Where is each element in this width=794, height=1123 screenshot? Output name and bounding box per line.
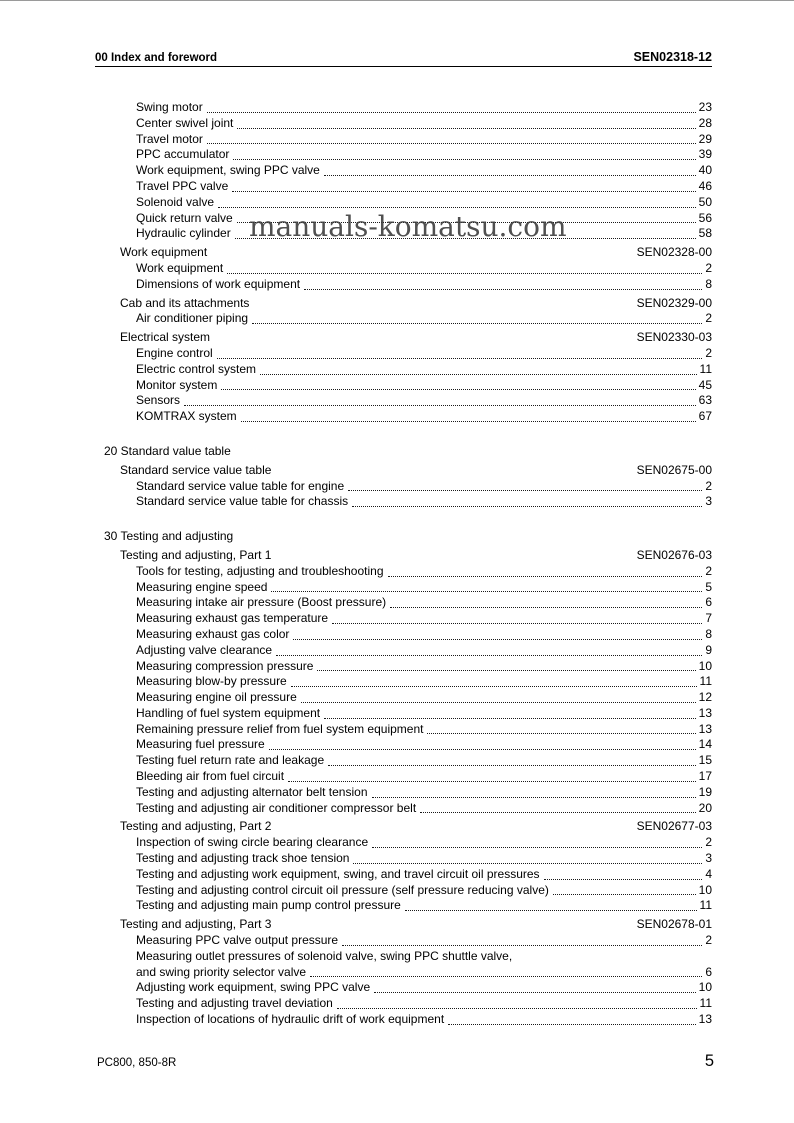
toc-page-number: 46 [698, 178, 712, 193]
toc-entry-title: Testing and adjusting air conditioner compressor belt [136, 800, 417, 815]
toc-dot-leader [237, 116, 695, 129]
toc-page-number: 13 [698, 721, 712, 736]
toc-entry [95, 296, 712, 312]
toc-entry-title: Monitor system [136, 377, 218, 392]
toc-page-number: 11 [699, 361, 712, 376]
toc-dot-leader [241, 409, 696, 422]
toc-entry [95, 163, 712, 179]
toc-entry-title: Testing fuel return rate and leakage [136, 753, 325, 768]
toc-entry-title: Electrical system [120, 330, 211, 345]
toc-entry [95, 529, 712, 545]
toc-entry-title: Standard service value table for chassis [136, 494, 349, 509]
toc-entry [95, 346, 712, 362]
toc-dot-leader [293, 627, 702, 640]
toc-page-number: 23 [698, 100, 712, 114]
toc-entry-title: Measuring compression pressure [136, 658, 314, 673]
header-section-title: 00 Index and foreword [95, 52, 218, 64]
toc-entry [95, 100, 712, 116]
toc-dot-leader [227, 261, 702, 274]
toc-entry [95, 980, 712, 996]
toc-dot-leader [291, 674, 697, 687]
toc-entry [95, 659, 712, 675]
toc-entry-title: Hydraulic cylinder [136, 226, 231, 241]
toc-entry-title: Electric control system [136, 361, 257, 376]
toc-page-number: 13 [698, 1012, 712, 1027]
toc-dot-leader [184, 393, 696, 406]
toc-page-number: 39 [698, 147, 712, 162]
toc-dot-leader [420, 801, 695, 814]
toc-page-number: 10 [698, 980, 712, 995]
toc-page-number: 20 [698, 800, 712, 815]
toc-entry [95, 1012, 712, 1028]
toc-dot-leader [288, 769, 696, 782]
toc-entry [95, 595, 712, 611]
toc-entry-title: Testing and adjusting, Part 1 [120, 547, 272, 562]
toc-dot-leader [317, 659, 695, 672]
toc-page-number: 10 [698, 658, 712, 673]
toc-dot-leader [353, 851, 702, 864]
toc-entry-title: Testing and adjusting alternator belt tension [136, 784, 368, 799]
toc-entry [95, 409, 712, 425]
toc-dot-leader [337, 996, 697, 1009]
toc-entry [95, 722, 712, 738]
toc-entry [95, 627, 712, 643]
toc-entry [95, 769, 712, 785]
toc-entry-title: Tools for testing, adjusting and troubleshooting [136, 563, 384, 578]
toc-dot-leader [427, 722, 695, 735]
toc-entry [95, 330, 712, 346]
toc-entry-title: Work equipment, swing PPC valve [136, 163, 320, 178]
toc-dot-leader [276, 643, 702, 656]
toc-entry-title: Swing motor [136, 100, 203, 114]
toc-dot-leader [348, 479, 702, 492]
toc-entry-title: Engine control [136, 345, 213, 360]
toc-dot-leader [269, 737, 696, 750]
toc-page-number: 14 [698, 737, 712, 752]
toc-entry-title: Air conditioner piping [136, 311, 249, 326]
toc-dot-leader [218, 195, 696, 208]
toc-entry [95, 611, 712, 627]
toc-dot-leader [352, 494, 702, 507]
toc-dot-leader [304, 277, 702, 290]
toc-entry [95, 580, 712, 596]
toc-entry-title: and swing priority selector valve [136, 964, 307, 979]
toc-entry-title: Testing and adjusting, Part 3 [120, 917, 272, 932]
toc-dot-leader [207, 132, 696, 145]
toc-entry-title: Standard service value table for engine [136, 478, 345, 493]
toc-dot-leader [374, 980, 696, 993]
toc-dot-leader [372, 785, 696, 798]
toc-entry [95, 564, 712, 580]
toc-entry [95, 494, 712, 510]
toc-entry-title: Quick return valve [136, 210, 233, 225]
toc-entry [95, 643, 712, 659]
toc-page-number: 12 [698, 690, 712, 705]
toc-entry-title: 30 Testing and adjusting [104, 529, 234, 544]
toc-page-number: 56 [698, 210, 712, 225]
toc-page-number: 8 [705, 276, 712, 291]
header-doc-code: SEN02318-12 [633, 50, 712, 64]
footer-page-number: 5 [704, 1052, 714, 1070]
toc-entry-title: Measuring intake air pressure (Boost pressure) [136, 595, 387, 610]
toc-entry [95, 132, 712, 148]
toc-entry-title: Inspection of swing circle bearing clearance [136, 835, 369, 850]
toc-page-number: 29 [698, 131, 712, 146]
toc-page-number: 50 [698, 194, 712, 209]
toc-page-number: 2 [705, 933, 712, 948]
toc-entry-title: Measuring blow-by pressure [136, 674, 287, 689]
toc-entry [95, 393, 712, 409]
toc-page-number: SEN02328-00 [636, 245, 712, 260]
watermark-text: manuals-komatsu.com [249, 210, 567, 243]
toc-dot-leader [310, 965, 702, 978]
toc-page-number: 10 [698, 882, 712, 897]
toc-page-number: 2 [705, 478, 712, 493]
toc-page-number: 58 [698, 226, 712, 241]
toc-entry-title: Center swivel joint [136, 115, 234, 130]
toc-page-number: 13 [698, 705, 712, 720]
toc-page-number: 3 [705, 851, 712, 866]
toc-entry-title: Measuring engine speed [136, 579, 268, 594]
toc-entry-title: Measuring fuel pressure [136, 737, 265, 752]
toc-entry [95, 737, 712, 753]
toc-entry-title: Measuring engine oil pressure [136, 690, 297, 705]
toc-dot-leader [271, 580, 702, 593]
toc-entry [95, 706, 712, 722]
toc-entry-title: Measuring PPC valve output pressure [136, 933, 339, 948]
toc-page-number: SEN02678-01 [636, 917, 712, 932]
toc-entry-title: Travel PPC valve [136, 178, 229, 193]
toc-entry-title: Dimensions of work equipment [136, 276, 301, 291]
toc-page-number: 15 [698, 753, 712, 768]
toc-entry-title: Handling of fuel system equipment [136, 705, 321, 720]
toc-entry-title: PPC accumulator [136, 147, 230, 162]
scan-artifact-line [0, 0, 794, 1]
toc-entry [95, 690, 712, 706]
toc-entry [95, 378, 712, 394]
toc-entry [95, 674, 712, 690]
toc-page-number: 6 [705, 595, 712, 610]
toc-page-number: 28 [698, 115, 712, 130]
footer-model-label: PC800, 850-8R [97, 1057, 177, 1069]
toc-dot-leader [324, 163, 696, 176]
toc-page-number: 11 [699, 674, 712, 689]
toc-entry-title: Cab and its attachments [120, 295, 250, 310]
toc-page-number: 9 [705, 642, 712, 657]
toc-page-number: 3 [705, 494, 712, 509]
toc-dot-leader [553, 883, 696, 896]
toc-page-number: 2 [705, 311, 712, 326]
toc-page-number: 40 [698, 163, 712, 178]
toc-entry-title: Testing and adjusting main pump control pressure [136, 898, 401, 913]
toc-entry-title: 20 Standard value table [104, 443, 231, 458]
toc-entry [95, 479, 712, 495]
toc-entry [95, 949, 712, 965]
toc-page-number: 2 [705, 345, 712, 360]
toc-entry-title: Travel motor [136, 131, 203, 146]
toc-entry [95, 801, 712, 817]
toc-entry-title: Remaining pressure relief from fuel system equipment [136, 721, 424, 736]
toc-page-number: SEN02675-00 [636, 462, 712, 477]
toc-dot-leader [448, 1012, 695, 1025]
toc-dot-leader [372, 835, 702, 848]
toc-entry-title: KOMTRAX system [136, 409, 237, 424]
toc-dot-leader [260, 362, 697, 375]
toc-entry [95, 245, 712, 261]
toc-entry [95, 898, 712, 914]
toc-entry-title: Testing and adjusting work equipment, swing, and travel circuit oil pressures [136, 866, 540, 881]
toc-entry-title: Measuring outlet pressures of solenoid valve, swing PPC shuttle valve, [136, 948, 513, 963]
toc-dot-leader [390, 595, 702, 608]
toc-page-number: SEN02329-00 [636, 295, 712, 310]
toc-entry [95, 147, 712, 163]
toc-entry [95, 883, 712, 899]
toc-entry-title: Measuring exhaust gas temperature [136, 611, 329, 626]
toc-entry [95, 785, 712, 801]
toc-entry-title: Testing and adjusting travel deviation [136, 996, 333, 1011]
toc-dot-leader [207, 100, 696, 113]
toc-entry-title: Solenoid valve [136, 194, 215, 209]
toc-entry [95, 179, 712, 195]
toc-entry [95, 463, 712, 479]
toc-entry [95, 965, 712, 981]
toc-entry [95, 444, 712, 460]
toc-page-number: 45 [698, 377, 712, 392]
toc-entry-title: Work equipment [136, 260, 224, 275]
toc-page-number: SEN02330-03 [636, 330, 712, 345]
toc-entry [95, 261, 712, 277]
toc-dot-leader [544, 867, 703, 880]
toc-dot-leader [328, 753, 696, 766]
toc-dot-leader [388, 564, 703, 577]
page-header [95, 50, 712, 64]
toc-page-number: 6 [705, 964, 712, 979]
toc-entry [95, 311, 712, 327]
toc-page-number: 4 [705, 866, 712, 881]
toc-entry [95, 933, 712, 949]
toc-dot-leader [232, 179, 695, 192]
toc-entry-title: Work equipment [120, 245, 208, 260]
toc-dot-leader [217, 346, 703, 359]
toc-page-number: 2 [705, 260, 712, 275]
toc-dot-leader [252, 311, 702, 324]
toc-entry-title: Adjusting valve clearance [136, 642, 273, 657]
toc-entry-title: Standard service value table [120, 462, 272, 477]
toc-entry [95, 116, 712, 132]
toc-entry-title: Sensors [136, 393, 181, 408]
toc-page-number: 11 [699, 898, 712, 913]
toc-page-number: 67 [698, 409, 712, 424]
toc-dot-leader [405, 898, 697, 911]
toc-page-number: 19 [698, 784, 712, 799]
toc-dot-leader [342, 933, 702, 946]
toc-dot-leader [301, 690, 696, 703]
toc-dot-leader [221, 378, 695, 391]
toc-entry [95, 996, 712, 1012]
toc-page-number: 2 [705, 835, 712, 850]
toc-entry [95, 753, 712, 769]
page-footer [95, 1052, 714, 1071]
toc-entry-title: Adjusting work equipment, swing PPC valve [136, 980, 371, 995]
toc-entry [95, 917, 712, 933]
toc-page-number: 8 [705, 626, 712, 641]
toc-entry-title: Testing and adjusting track shoe tension [136, 851, 350, 866]
toc-page-number: SEN02676-03 [636, 547, 712, 562]
toc-entry-title: Measuring exhaust gas color [136, 626, 290, 641]
toc-entry [95, 835, 712, 851]
toc-page-number: SEN02677-03 [636, 819, 712, 834]
toc-entry [95, 867, 712, 883]
toc-entry-title: Testing and adjusting, Part 2 [120, 819, 272, 834]
toc-entry [95, 851, 712, 867]
toc-page-number: 63 [698, 393, 712, 408]
header-rule [95, 66, 712, 67]
toc-entry [95, 195, 712, 211]
toc-entry [95, 819, 712, 835]
toc-page-number: 7 [705, 611, 712, 626]
toc-entry-title: Inspection of locations of hydraulic drift of work equipment [136, 1012, 445, 1027]
toc-entry [95, 362, 712, 378]
toc-entry [95, 277, 712, 293]
toc-entry [95, 548, 712, 564]
toc-page-number: 17 [698, 769, 712, 784]
toc-dot-leader [332, 611, 702, 624]
toc-dot-leader [233, 147, 695, 160]
toc-page-number: 2 [705, 563, 712, 578]
toc-page-number: 11 [699, 996, 712, 1011]
toc-dot-leader [324, 706, 696, 719]
toc-entry-title: Testing and adjusting control circuit oil pressure (self pressure reducing valve) [136, 882, 549, 897]
toc-page-number: 5 [705, 579, 712, 594]
toc-entry-title: Bleeding air from fuel circuit [136, 769, 285, 784]
